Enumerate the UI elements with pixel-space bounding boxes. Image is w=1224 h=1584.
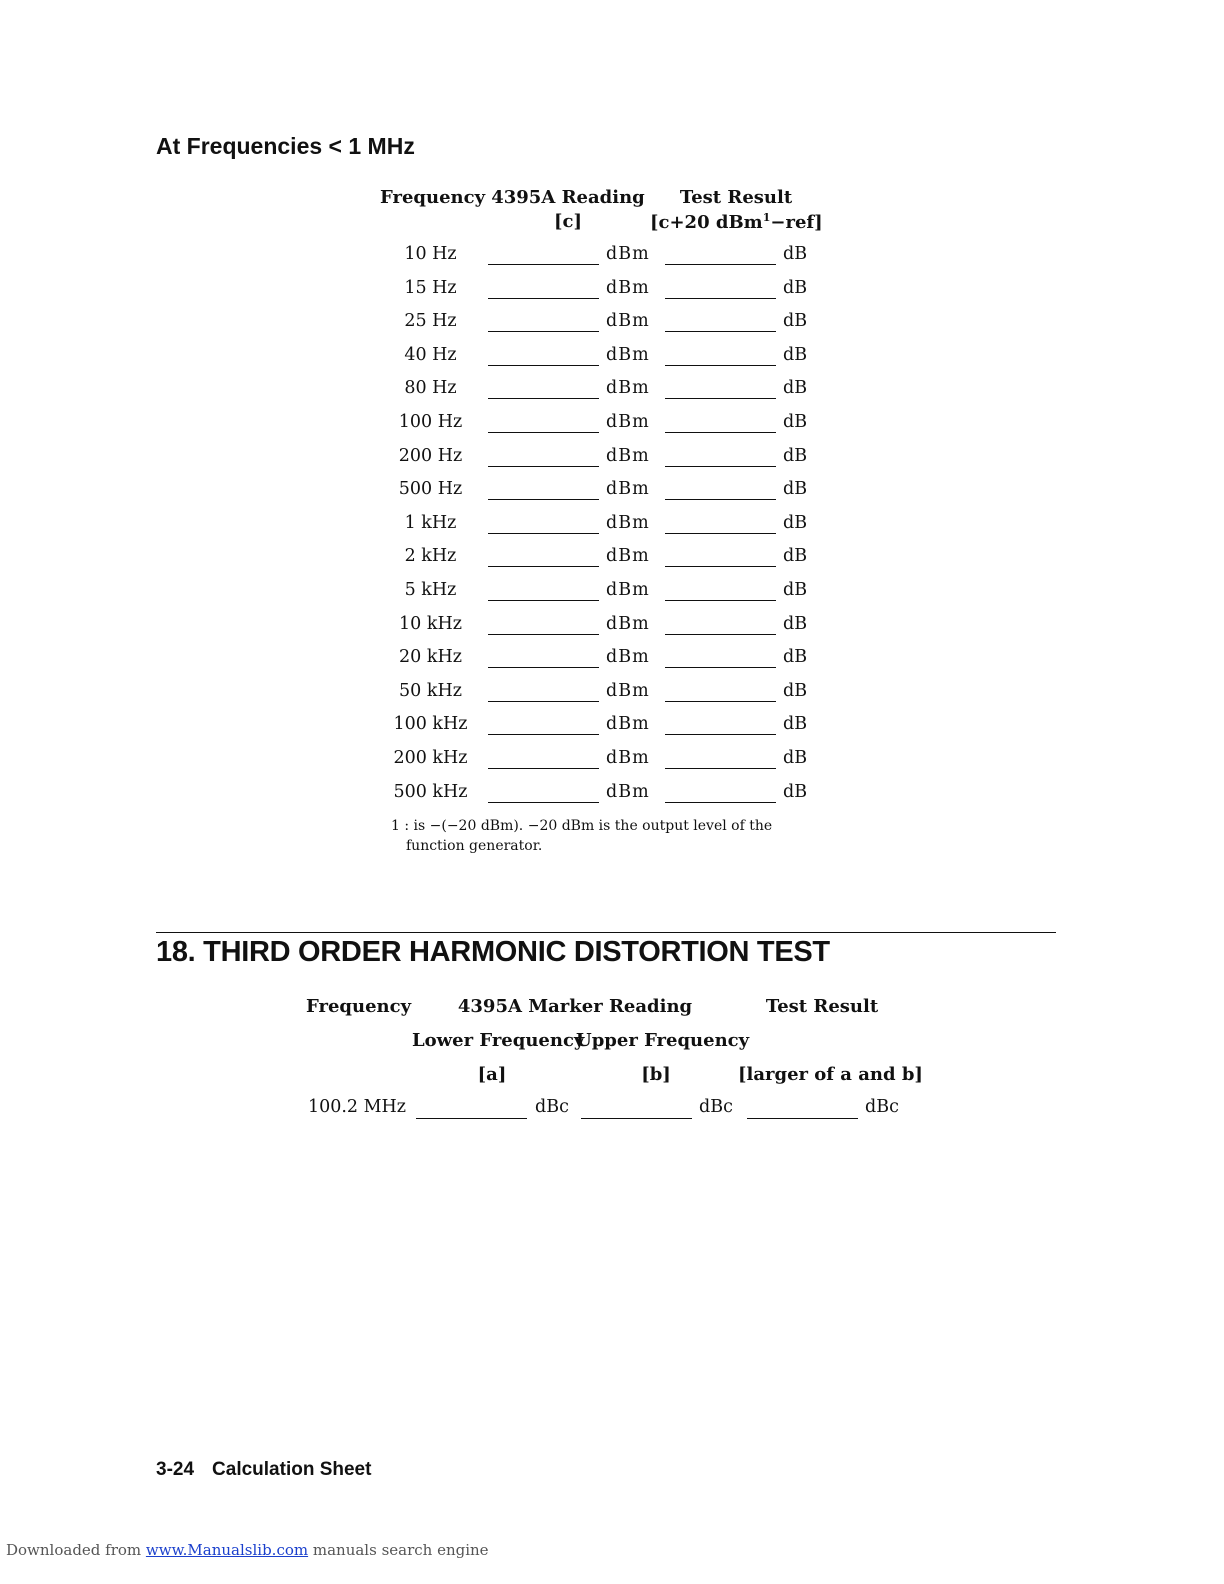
result-blank[interactable] xyxy=(665,384,776,399)
result-blank[interactable] xyxy=(665,552,776,567)
reading-blank[interactable] xyxy=(488,519,599,534)
table-row xyxy=(380,748,840,772)
row-frequency: 200 Hz xyxy=(398,445,463,466)
reading-blank[interactable] xyxy=(488,788,599,803)
result-blank[interactable] xyxy=(665,586,776,601)
col-header-result-sub: [c+20 dBm$^1$−ref] xyxy=(650,211,823,233)
reading-unit: dBm xyxy=(606,277,650,298)
result-unit: dB xyxy=(783,781,808,802)
result-unit: dB xyxy=(783,613,808,634)
col-header-reading: 4395A Reading xyxy=(491,187,645,208)
result-blank[interactable] xyxy=(665,317,776,332)
t2-header-larger: [larger of a and b] xyxy=(738,1064,923,1085)
row-frequency: 100 kHz xyxy=(393,714,468,735)
result-unit: dB xyxy=(783,445,808,466)
col-header-frequency: Frequency xyxy=(380,187,486,208)
reading-unit: dBm xyxy=(606,344,650,365)
lower-frequency-blank[interactable] xyxy=(416,1104,527,1119)
page-footer xyxy=(156,1459,371,1481)
table-row xyxy=(380,345,840,369)
result-unit: dB xyxy=(783,512,808,533)
test-result-unit: dBc xyxy=(865,1097,899,1117)
table-row xyxy=(380,244,840,268)
t2-row-frequency: 100.2 MHz xyxy=(307,1097,407,1117)
result-unit: dB xyxy=(783,680,808,701)
t2-header-b: [b] xyxy=(641,1064,671,1085)
download-prefix: Downloaded from xyxy=(6,1541,146,1559)
reading-unit: dBm xyxy=(606,445,650,466)
result-unit: dB xyxy=(783,714,808,735)
result-blank[interactable] xyxy=(665,250,776,265)
reading-blank[interactable] xyxy=(488,754,599,769)
reading-blank[interactable] xyxy=(488,552,599,567)
table-row xyxy=(380,714,840,738)
reading-unit: dBm xyxy=(606,512,650,533)
footnote-line-1: 1 : is −(−20 dBm). −20 dBm is the output level of the xyxy=(391,818,773,834)
result-unit: dB xyxy=(783,412,808,432)
result-blank[interactable] xyxy=(665,418,776,433)
result-blank[interactable] xyxy=(665,720,776,735)
reading-blank[interactable] xyxy=(488,485,599,500)
row-frequency: 10 Hz xyxy=(404,244,457,264)
reading-unit: dBm xyxy=(606,580,650,600)
section-divider xyxy=(156,932,1056,933)
reading-blank[interactable] xyxy=(488,284,599,299)
row-frequency: 500 Hz xyxy=(398,479,463,500)
reading-unit: dBm xyxy=(606,244,650,264)
table-row xyxy=(380,546,840,570)
row-frequency: 15 Hz xyxy=(404,277,457,298)
t2-header-upper-frequency: Upper Frequency xyxy=(576,1030,750,1051)
table-row xyxy=(380,446,840,470)
result-unit: dB xyxy=(783,546,808,567)
section-title: 18. THIRD ORDER HARMONIC DISTORTION TEST xyxy=(156,936,830,968)
result-unit: dB xyxy=(783,580,808,600)
reading-unit: dBm xyxy=(606,479,650,500)
result-blank[interactable] xyxy=(665,519,776,534)
table-row xyxy=(380,311,840,335)
reading-blank[interactable] xyxy=(488,250,599,265)
download-suffix: manuals search engine xyxy=(308,1541,489,1559)
col-header-reading-sub: [c] xyxy=(554,211,582,232)
table-row xyxy=(380,412,840,436)
reading-blank[interactable] xyxy=(488,586,599,601)
row-frequency: 1 kHz xyxy=(404,512,457,533)
result-unit: dB xyxy=(783,378,808,399)
result-unit: dB xyxy=(783,311,808,332)
reading-unit: dBm xyxy=(606,546,650,567)
row-frequency: 40 Hz xyxy=(404,344,457,365)
result-blank[interactable] xyxy=(665,754,776,769)
result-blank[interactable] xyxy=(665,351,776,366)
reading-unit: dBm xyxy=(606,647,650,668)
reading-blank[interactable] xyxy=(488,720,599,735)
row-frequency: 100 Hz xyxy=(398,412,463,432)
lower-frequency-unit: dBc xyxy=(535,1097,569,1117)
result-unit: dB xyxy=(783,344,808,365)
test-result-blank[interactable] xyxy=(747,1104,858,1119)
t2-header-a: [a] xyxy=(477,1064,507,1085)
row-frequency: 20 kHz xyxy=(399,647,462,668)
reading-blank[interactable] xyxy=(488,687,599,702)
result-blank[interactable] xyxy=(665,653,776,668)
result-blank[interactable] xyxy=(665,687,776,702)
table-row xyxy=(380,278,840,302)
row-frequency: 50 kHz xyxy=(399,680,462,701)
row-frequency: 25 Hz xyxy=(404,311,457,332)
t2-header-lower-frequency: Lower Frequency xyxy=(412,1030,585,1051)
table-row xyxy=(380,479,840,503)
footnote-line-2: function generator. xyxy=(406,838,543,854)
table-row xyxy=(380,378,840,402)
result-blank[interactable] xyxy=(665,485,776,500)
reading-unit: dBm xyxy=(606,311,650,332)
table-row xyxy=(380,681,840,705)
reading-blank[interactable] xyxy=(488,452,599,467)
reading-blank[interactable] xyxy=(488,384,599,399)
reading-unit: dBm xyxy=(606,378,650,399)
reading-unit: dBm xyxy=(606,412,650,432)
result-unit: dB xyxy=(783,277,808,298)
table-row xyxy=(380,513,840,537)
upper-frequency-blank[interactable] xyxy=(581,1104,692,1119)
t2-row xyxy=(306,1097,926,1123)
row-frequency: 200 kHz xyxy=(393,748,468,768)
reading-unit: dBm xyxy=(606,714,650,735)
result-unit: dB xyxy=(783,244,808,264)
table-row xyxy=(380,782,840,806)
result-blank[interactable] xyxy=(665,452,776,467)
result-unit: dB xyxy=(783,479,808,500)
reading-unit: dBm xyxy=(606,613,650,634)
table-row xyxy=(380,647,840,671)
t2-header-frequency: Frequency xyxy=(306,996,412,1017)
row-frequency: 500 kHz xyxy=(393,781,468,802)
row-frequency: 2 kHz xyxy=(404,546,457,567)
reading-blank[interactable] xyxy=(488,351,599,366)
result-blank[interactable] xyxy=(665,620,776,635)
download-notice xyxy=(6,1541,489,1559)
table-row xyxy=(380,580,840,604)
footnote xyxy=(391,816,772,856)
reading-blank[interactable] xyxy=(488,653,599,668)
reading-unit: dBm xyxy=(606,781,650,802)
upper-frequency-unit: dBc xyxy=(699,1097,733,1117)
col-header-result: Test Result xyxy=(679,187,793,208)
manualslib-link[interactable]: www.Manualslib.com xyxy=(145,1541,309,1559)
row-frequency: 5 kHz xyxy=(404,580,457,600)
result-unit: dB xyxy=(783,748,808,768)
result-blank[interactable] xyxy=(665,284,776,299)
result-unit: dB xyxy=(783,647,808,668)
row-frequency: 10 kHz xyxy=(399,613,462,634)
page-footer-title: Calculation Sheet xyxy=(212,1459,372,1480)
page-number: 3-24 xyxy=(156,1459,195,1480)
t2-header-test-result: Test Result xyxy=(765,996,879,1017)
row-frequency: 80 Hz xyxy=(404,378,457,399)
result-blank[interactable] xyxy=(665,788,776,803)
table-row xyxy=(380,614,840,638)
reading-unit: dBm xyxy=(606,680,650,701)
t2-header-marker-reading: 4395A Marker Reading xyxy=(457,996,693,1017)
section-subheading: At Frequencies < 1 MHz xyxy=(156,133,415,159)
reading-unit: dBm xyxy=(606,748,650,768)
reading-blank[interactable] xyxy=(488,317,599,332)
reading-blank[interactable] xyxy=(488,620,599,635)
reading-blank[interactable] xyxy=(488,418,599,433)
